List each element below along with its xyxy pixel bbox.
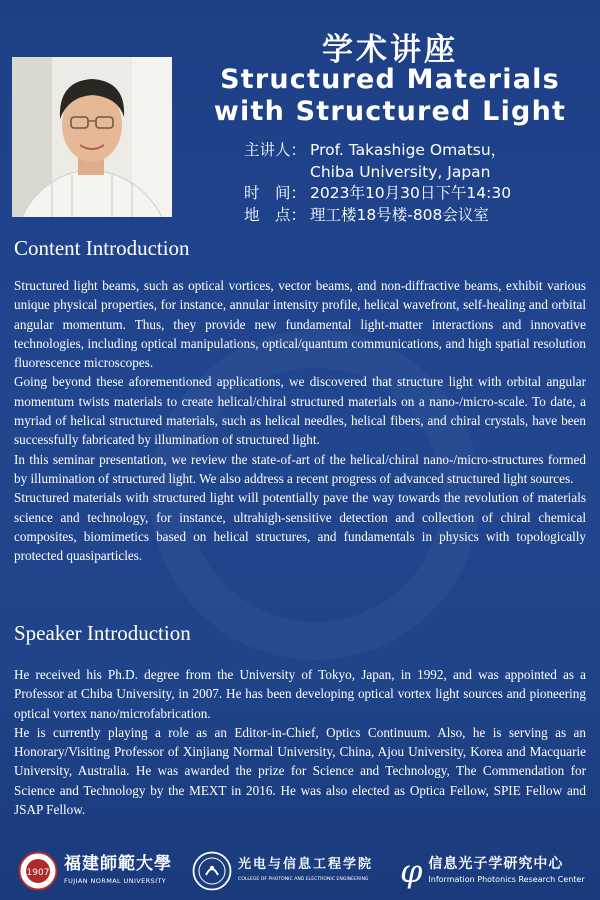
- place-row: [244, 205, 594, 227]
- college-logo: [192, 848, 373, 894]
- speaker-name: Prof. Takashige Omatsu，: [310, 141, 507, 159]
- fjnu-seal-icon: [18, 851, 58, 891]
- time-label: 时 间：: [244, 184, 307, 202]
- content-paragraph: In this seminar presentation, we review the state-of-art of the helical/chiral nano-/micro-structures formed by illumination of structured light. We also address a recent progress of advanced structured light sources.: [14, 451, 586, 486]
- college-name-en: COLLEGE OF PHOTONIC AND ELECTRONIC ENGINEERING: [238, 877, 369, 882]
- content-body: [14, 276, 586, 565]
- speaker-label: 主讲人：: [244, 141, 307, 159]
- place-value: 理工楼18号楼-808会议室: [310, 205, 489, 224]
- speaker-row: [244, 140, 594, 162]
- content-paragraph: Going beyond these aforementioned applications, we discovered that structure light with orbital angular momentum twists materials to create helical/chiral structured materials on a nano-/micro-scale. To date, a myriad of helical structured materials, such as helical needles, helical fibers, and chiral crystals, have been successfully fabricated by illumination of structured light.: [14, 374, 586, 448]
- fjnu-name-cn: 福建師範大學: [64, 854, 172, 874]
- speaker-heading: Speaker Introduction: [14, 621, 191, 645]
- affiliation-row: [244, 162, 594, 184]
- center-logo: [400, 848, 585, 894]
- place-label: 地 点：: [244, 205, 307, 224]
- college-seal-icon: [192, 851, 232, 891]
- fjnu-logo: [18, 848, 172, 894]
- lecture-title-cn: 学术讲座: [322, 32, 458, 68]
- content-paragraph: Structured light beams, such as optical vortices, vector beams, and non-diffractive beams, exhibit various unique physical properties, for instance, annular intensity profile, helical wavefront, self-healing and orbital angular momentum. Thus, they provide new fundamental light-matter interactions and innovative technologies, including optical manipulations, optical/quantum communications, and high spatial resolution fluorescence microscopes.: [14, 278, 586, 371]
- content-paragraph: Structured materials with structured light will potentially pave the way towards the revolution of materials science and technology, for instance, ultrahigh-sensitive detection and collection of chiral chemical composites, biomimetics based on helical structures, and fundamentals in physics with topologically protected quasiparticles.: [14, 490, 586, 564]
- center-name-en: Information Photonics Research Center: [428, 875, 585, 884]
- fjnu-seal-year: 1907: [26, 868, 50, 878]
- speaker-paragraph: He is currently playing a role as an Editor-in-Chief, Optics Continuum. Also, he is serving as an Honorary/Visiting Professor of Xinjiang Normal University, China, Ajou University, Korea and Macquarie University, Australia. He was awarded the prize for Science and Technology, The Commendation for Science and Technology by the MEXT in 2016. He was also elected as Optica Fellow, SPIE Fellow and JSAP Fellow.: [14, 724, 586, 818]
- speaker-body: [14, 665, 586, 819]
- time-value: 2023年10月30日下午14:30: [310, 184, 512, 202]
- phi-logo-icon: φ: [400, 852, 423, 890]
- footer-logos: [0, 842, 600, 900]
- center-name-cn: 信息光子学研究中心: [428, 856, 564, 872]
- time-row: [244, 183, 594, 205]
- lecture-title-en: Structured Materials with Structured Light: [213, 64, 567, 127]
- lecture-info: [244, 140, 594, 226]
- speaker-affiliation: Chiba University, Japan: [310, 162, 491, 181]
- college-name-cn: 光电与信息工程学院: [238, 857, 374, 872]
- speaker-portrait-illustration: [12, 57, 172, 217]
- speaker-paragraph: He received his Ph.D. degree from the University of Tokyo, Japan, in 1992, and was appointed as a Professor at Chiba University, in 2007. He has been developing optical vortex light sources and pioneering optical vortex nano/microfabrication.: [14, 667, 586, 721]
- content-heading: Content Introduction: [14, 236, 190, 260]
- speaker-photo: [12, 57, 172, 217]
- fjnu-name-en: FUJIAN NORMAL UNIVERSITY: [64, 877, 167, 885]
